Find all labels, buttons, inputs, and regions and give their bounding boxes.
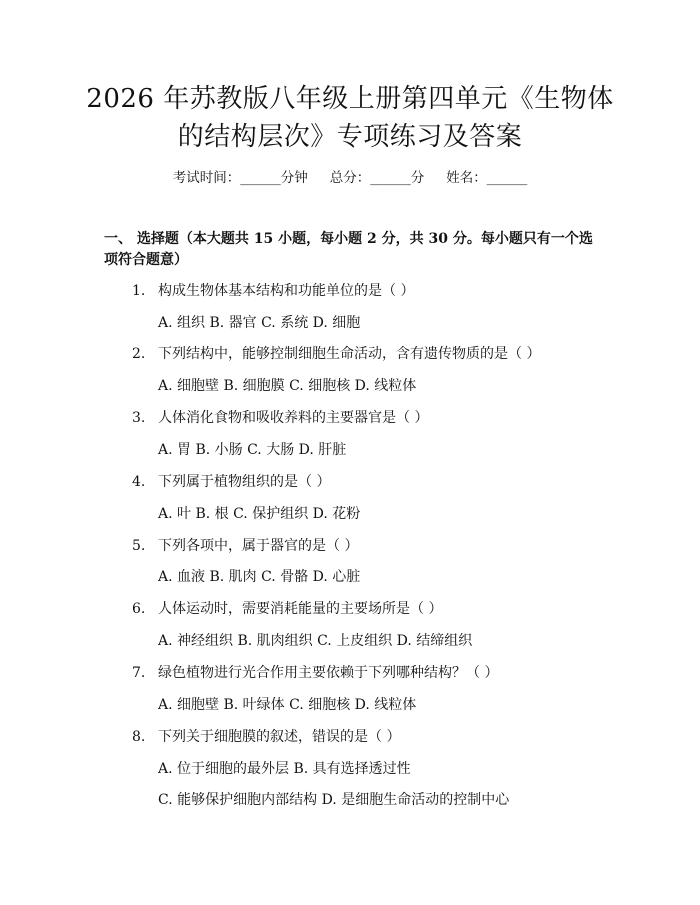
- question-8: [132, 727, 400, 747]
- document-title: [0, 80, 700, 156]
- question-4-options: A. 叶 B. 根 C. 保护组织 D. 花粉: [158, 506, 361, 522]
- question-text: 构成生物体基本结构和功能单位的是（ ）: [158, 283, 415, 299]
- total-score-field: 总分：______分: [329, 170, 425, 186]
- question-1-options: A. 组织 B. 器官 C. 系统 D. 细胞: [158, 315, 361, 331]
- question-text: 人体运动时，需要消耗能量的主要场所是（ ）: [158, 601, 443, 617]
- exam-time-field: 考试时间：______分钟: [172, 170, 308, 186]
- question-2-options: A. 细胞壁 B. 细胞膜 C. 细胞核 D. 线粒体: [158, 378, 417, 394]
- question-text: 下列属于植物组织的是（ ）: [158, 474, 331, 490]
- question-text: 下列各项中，属于器官的是（ ）: [158, 538, 359, 554]
- question-5-options: A. 血液 B. 肌肉 C. 骨骼 D. 心脏: [158, 569, 361, 585]
- question-7: [132, 663, 498, 683]
- section-heading: 一、 选择题（本大题共 15 小题，每小题 2 分，共 30 分。每小题只有一个选项符合题意）: [104, 231, 593, 268]
- title-line-1: 2026 年苏教版八年级上册第四单元《生物体: [86, 84, 614, 114]
- question-number: 7.: [132, 665, 146, 681]
- title-line-2: 的结构层次》专项练习及答案: [177, 122, 523, 152]
- question-5: [132, 536, 358, 556]
- name-field: 姓名：______: [446, 170, 528, 186]
- question-6-options: A. 神经组织 B. 肌肉组织 C. 上皮组织 D. 结缔组织: [158, 633, 473, 649]
- question-6: [132, 599, 442, 619]
- question-number: 8.: [132, 729, 146, 745]
- question-number: 2.: [132, 346, 146, 362]
- question-text: 下列结构中，能够控制细胞生命活动，含有遗传物质的是（ ）: [158, 346, 541, 362]
- question-text: 下列关于细胞膜的叙述，错误的是（ ）: [158, 729, 401, 745]
- question-7-options: A. 细胞壁 B. 叶绿体 C. 细胞核 D. 线粒体: [158, 697, 417, 713]
- question-number: 1.: [132, 283, 146, 299]
- exam-info: [0, 168, 700, 188]
- question-2: [132, 344, 540, 364]
- question-8-options-line-1: A. 位于细胞的最外层 B. 具有选择透过性: [158, 761, 411, 777]
- question-3: [132, 408, 428, 428]
- question-text: 人体消化食物和吸收养料的主要器官是（ ）: [158, 410, 429, 426]
- question-3-options: A. 胃 B. 小肠 C. 大肠 D. 肝脏: [158, 442, 347, 458]
- question-1: [132, 281, 414, 301]
- question-number: 5.: [132, 538, 146, 554]
- question-number: 3.: [132, 410, 146, 426]
- question-8-options-line-2: C. 能够保护细胞内部结构 D. 是细胞生命活动的控制中心: [158, 792, 510, 808]
- question-number: 4.: [132, 474, 146, 490]
- question-4: [132, 472, 330, 492]
- question-text: 绿色植物进行光合作用主要依赖于下列哪种结构？（ ）: [158, 665, 499, 681]
- question-number: 6.: [132, 601, 146, 617]
